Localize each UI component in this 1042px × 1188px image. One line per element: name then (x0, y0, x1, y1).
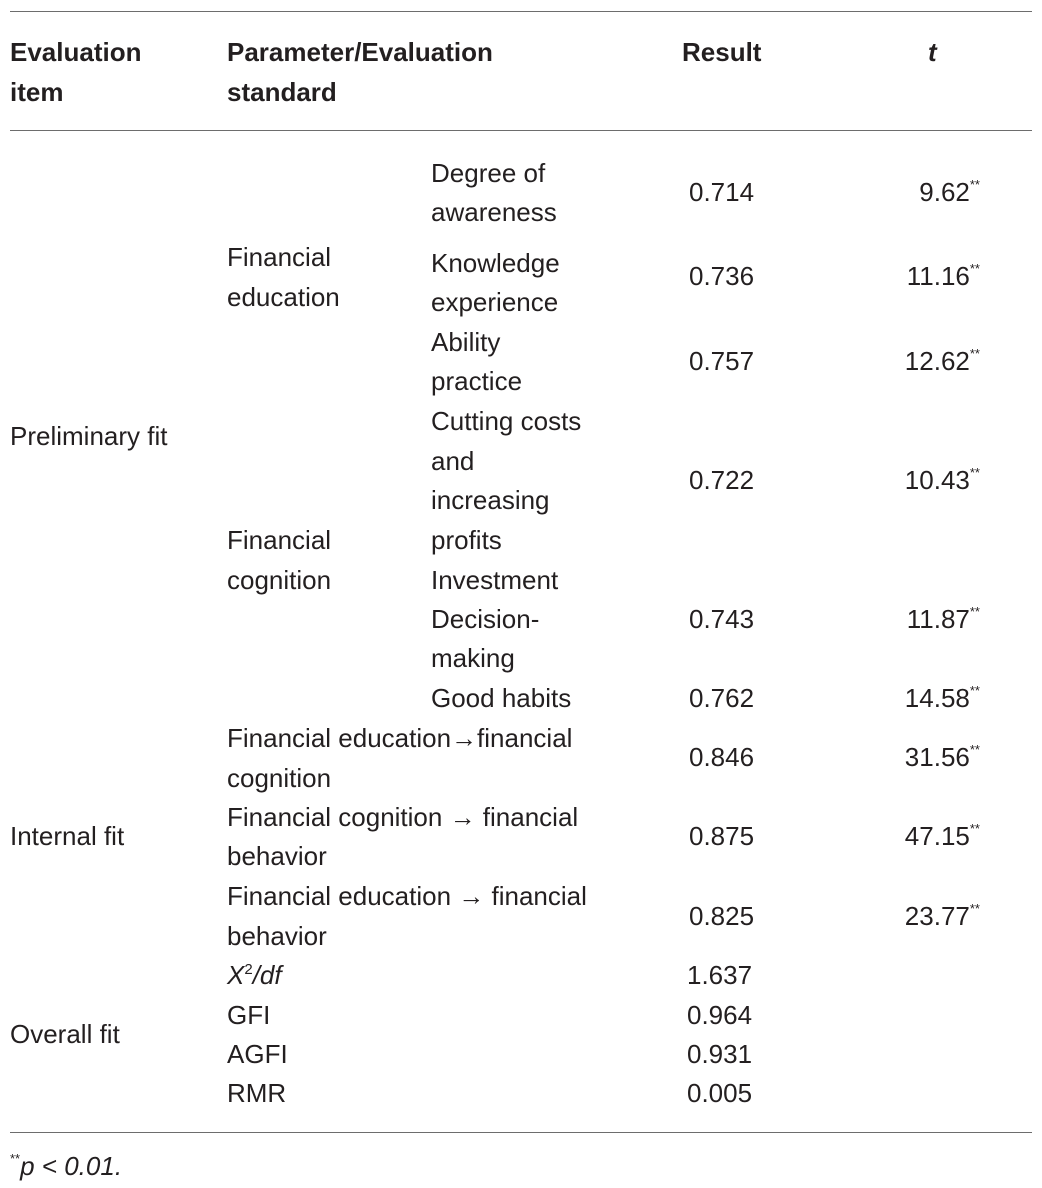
significance-mark: ** (969, 604, 980, 619)
row-result: 0.964 (687, 1000, 753, 1030)
subgroup-financial-cognition-line2: cognition (227, 565, 332, 595)
row-t-value (905, 678, 980, 718)
footnote-text: p < 0.01. (20, 1151, 123, 1181)
header-evaluation-item-line1: Evaluation (10, 37, 142, 67)
significance-mark: ** (969, 683, 980, 698)
row-standard: practice (431, 366, 523, 396)
row-result: 0.875 (689, 821, 755, 851)
group-overall-fit: Overall fit (10, 1019, 120, 1049)
group-preliminary-fit: Preliminary fit (10, 421, 168, 451)
header-t: t (928, 37, 937, 67)
row-standard: Knowledge (431, 248, 560, 278)
row-standard: Good habits (431, 683, 572, 713)
row-t-value (905, 737, 980, 777)
significance-mark: ** (969, 821, 980, 836)
row-standard: awareness (431, 197, 557, 227)
row-result: 0.931 (687, 1039, 753, 1069)
row-result: 0.005 (687, 1078, 753, 1108)
row-standard: Cutting costs (431, 406, 582, 436)
bottom-rule (10, 1132, 1032, 1133)
row-standard: Decision- (431, 604, 540, 634)
chi-rest: /df (252, 960, 282, 990)
row-result: 0.736 (689, 261, 755, 291)
row-standard: behavior (227, 921, 327, 951)
row-result: 1.637 (687, 960, 753, 990)
top-rule (10, 11, 1032, 12)
row-standard: GFI (227, 1000, 271, 1030)
header-rule (10, 130, 1032, 131)
t-number: 47.15 (904, 821, 970, 851)
row-standard: increasing (431, 485, 550, 515)
row-result: 0.757 (689, 346, 755, 376)
row-standard: experience (431, 287, 559, 317)
row-standard: cognition (227, 763, 332, 793)
row-t-value (905, 896, 980, 936)
row-standard: behavior (227, 841, 327, 871)
row-standard: Degree of (431, 158, 546, 188)
row-t-value (905, 816, 980, 856)
header-result: Result (682, 37, 762, 67)
row-standard: RMR (227, 1078, 287, 1108)
t-number: 9.62 (919, 177, 970, 207)
chi-x: X (227, 960, 245, 990)
significance-mark: ** (969, 465, 980, 480)
t-number: 23.77 (904, 901, 970, 931)
row-result: 0.846 (689, 742, 755, 772)
header-parameter-line1: Parameter/Evaluation (227, 37, 493, 67)
row-standard: Ability (431, 327, 501, 357)
row-result: 0.825 (689, 901, 755, 931)
t-number: 10.43 (904, 465, 970, 495)
chi-superscript: 2 (244, 961, 253, 978)
row-t-value (905, 341, 980, 381)
significance-mark: ** (969, 261, 980, 276)
subgroup-financial-education-line2: education (227, 282, 340, 312)
t-number: 12.62 (904, 346, 970, 376)
row-standard: AGFI (227, 1039, 288, 1069)
subgroup-financial-education-line1: Financial (227, 242, 332, 272)
significance-mark: ** (969, 742, 980, 757)
t-number: 14.58 (904, 683, 970, 713)
significance-mark: ** (969, 346, 980, 361)
significance-mark: ** (969, 901, 980, 916)
row-standard: Financial education → financial (227, 881, 587, 911)
row-result: 0.714 (689, 177, 755, 207)
header-evaluation-item-line2: item (10, 77, 64, 107)
row-t-value (905, 460, 980, 500)
row-result: 0.743 (689, 604, 755, 634)
significance-mark: ** (969, 177, 980, 192)
row-t-value (919, 172, 980, 212)
subgroup-financial-cognition-line1: Financial (227, 525, 332, 555)
row-standard: making (431, 643, 515, 673)
row-standard: Financial cognition → financial (227, 802, 579, 832)
row-result: 0.722 (689, 465, 755, 495)
group-internal-fit: Internal fit (10, 821, 125, 851)
header-parameter-line2: standard (227, 77, 337, 107)
row-t-value (907, 599, 980, 639)
row-result: 0.762 (689, 683, 755, 713)
t-number: 11.16 (906, 261, 970, 291)
row-t-value (907, 256, 980, 296)
t-number: 11.87 (906, 604, 970, 634)
row-standard-chi-square-df (227, 955, 282, 995)
t-number: 31.56 (904, 742, 970, 772)
row-standard: Financial education→financial (227, 723, 573, 753)
footnote-mark: ** (10, 1151, 21, 1166)
row-standard: Investment (431, 565, 559, 595)
row-standard: and (431, 446, 475, 476)
footnote (10, 1146, 122, 1186)
row-standard: profits (431, 525, 502, 555)
